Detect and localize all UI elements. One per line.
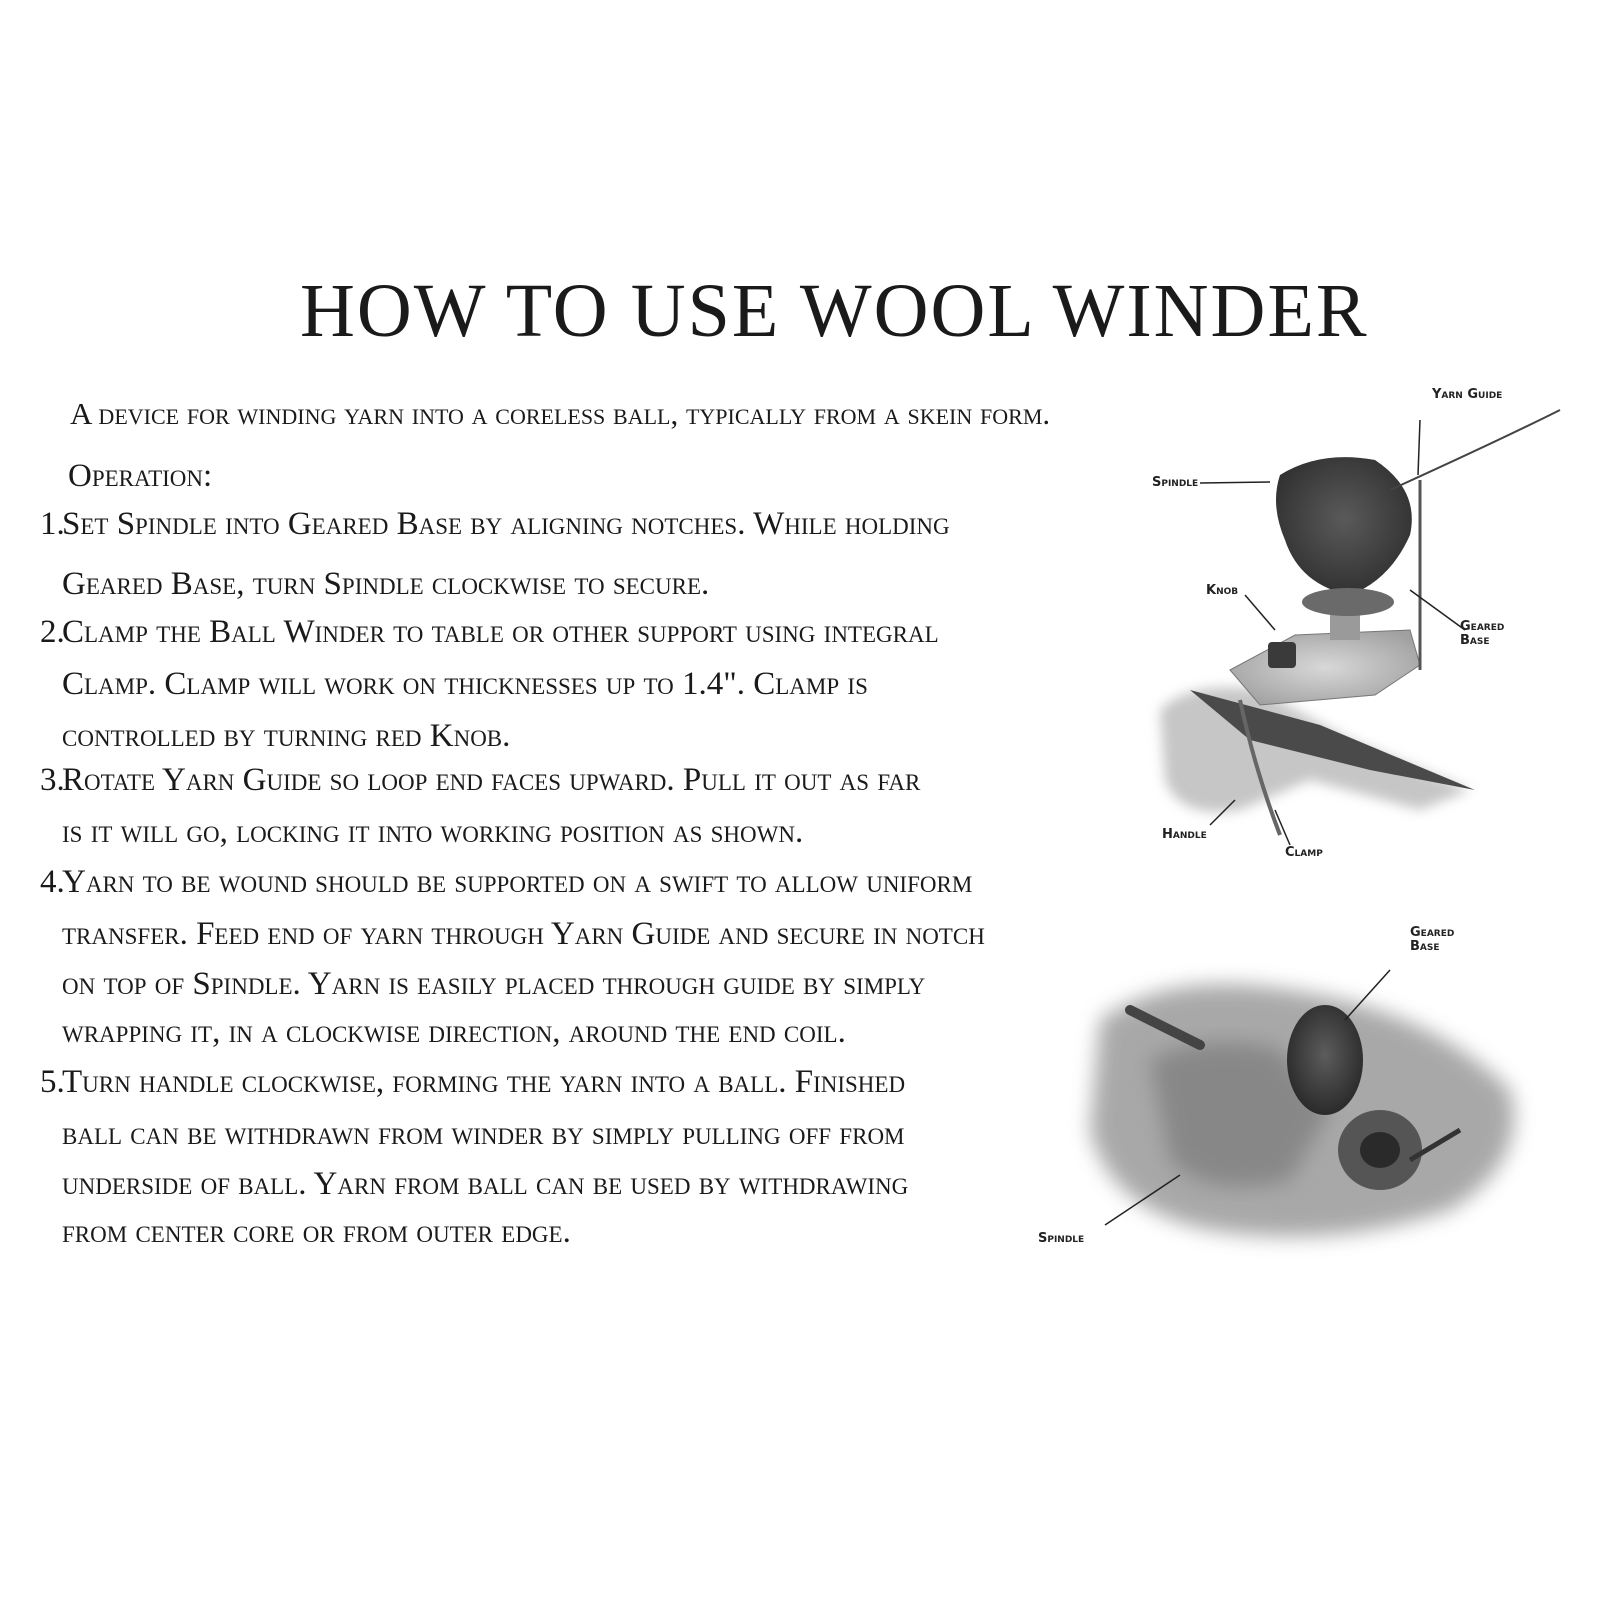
winder-illustration-top (1120, 380, 1580, 870)
step-number: 4. (40, 864, 65, 900)
step-line: from center core or from outer edge. (62, 1214, 571, 1250)
label-clamp: Clamp (1285, 845, 1323, 860)
step-line: ball can be withdrawn from winder by simply pulling off from (62, 1116, 905, 1152)
label-yarn-guide: Yarn Guide (1432, 387, 1503, 402)
step-line: Rotate Yarn Guide so loop end faces upward. Pull it out as far (62, 762, 921, 798)
step-line: Geared Base, turn Spindle clockwise to secure. (62, 566, 710, 602)
step-line: Set Spindle into Geared Base by aligning notches. While holding (62, 506, 950, 542)
step-line: Clamp. Clamp will work on thicknesses up to 1.4". Clamp is (62, 666, 868, 702)
step-line: Yarn to be wound should be supported on a swift to allow uniform (62, 864, 973, 900)
intro-text: A device for winding yarn into a coreless ball, typically from a skein form. (70, 396, 1051, 431)
step-number: 5. (40, 1064, 65, 1100)
step-line: is it will go, locking it into working position as shown. (62, 814, 804, 850)
winder-bottom-drawing (1030, 910, 1560, 1270)
label-spindle-bottom: Spindle (1038, 1231, 1085, 1246)
step-line: Turn handle clockwise, forming the yarn into a ball. Finished (62, 1064, 906, 1100)
step-line: controlled by turning red Knob. (62, 718, 511, 754)
step-line: underside of ball. Yarn from ball can be used by withdrawing (62, 1166, 909, 1202)
label-spindle: Spindle (1152, 475, 1199, 490)
label-geared-base-bottom: Geared Base (1410, 925, 1455, 954)
label-knob: Knob (1206, 583, 1239, 598)
step-line: on top of Spindle. Yarn is easily placed through guide by simply (62, 966, 926, 1002)
step-number: 3. (40, 762, 65, 798)
step-line: Clamp the Ball Winder to table or other support using integral (62, 614, 939, 650)
page-title: HOW TO USE WOOL WINDER (300, 269, 1369, 353)
label-handle: Handle (1162, 827, 1207, 842)
step-number: 2. (40, 614, 65, 650)
winder-illustration-bottom (1030, 910, 1560, 1270)
operation-heading: Operation: (68, 458, 213, 494)
step-number: 1. (40, 506, 65, 542)
step-line: transfer. Feed end of yarn through Yarn Guide and secure in notch (62, 916, 985, 952)
step-line: wrapping it, in a clockwise direction, around the end coil. (62, 1014, 846, 1050)
label-geared-base: Geared Base (1460, 619, 1505, 648)
